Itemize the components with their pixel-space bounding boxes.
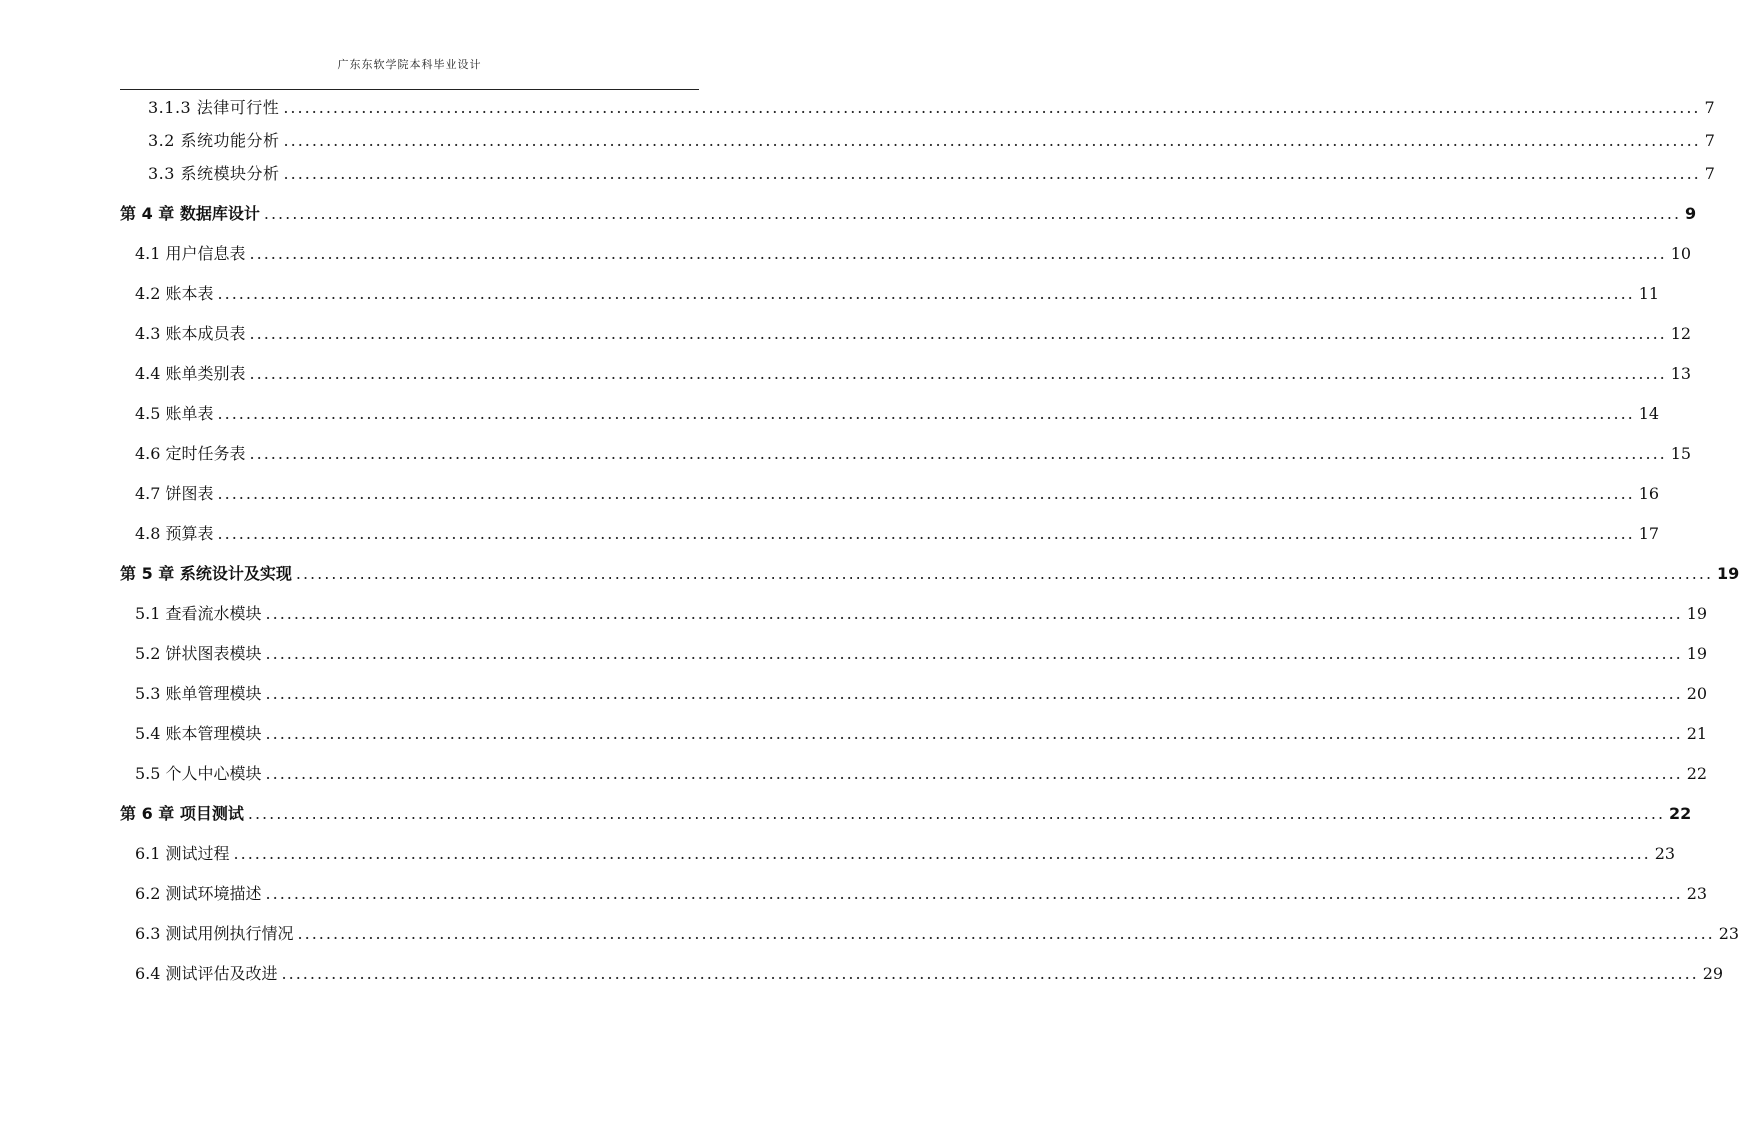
toc-entry[interactable]: [135, 723, 1708, 745]
toc-entry-label: 4.6 定时任务表: [135, 444, 246, 463]
toc-page-number: 11: [1638, 284, 1660, 303]
dot-leader: ........................................................................................................................................................................................................: [249, 364, 1667, 383]
toc-page-number: 19: [1686, 644, 1708, 663]
toc-page-number: 29: [1702, 964, 1724, 983]
toc-entry-label: 6.4 测试评估及改进: [135, 964, 278, 983]
toc-entry-label: 4.7 饼图表: [135, 484, 214, 503]
dot-leader: ........................................................................................................................................................................................................: [217, 404, 1635, 423]
toc-page-number: 23: [1718, 924, 1739, 943]
toc-page-number: 16: [1638, 484, 1660, 503]
toc-entry[interactable]: [135, 363, 1692, 385]
dot-leader: ........................................................................................................................................................................................................: [295, 564, 1714, 583]
dot-leader: ........................................................................................................................................................................................................: [265, 684, 1683, 703]
toc-entry-label: 第 6 章 项目测试: [120, 804, 244, 823]
toc-entry-label: 5.4 账本管理模块: [135, 724, 262, 743]
dot-leader: ........................................................................................................................................................................................................: [217, 484, 1635, 503]
toc-page-number: 22: [1669, 804, 1692, 823]
toc-entry[interactable]: [135, 403, 1660, 425]
toc-entry[interactable]: [135, 683, 1708, 705]
toc-entry[interactable]: [135, 443, 1692, 465]
toc-page-number: 10: [1670, 244, 1692, 263]
dot-leader: ........................................................................................................................................................................................................: [283, 164, 1701, 183]
dot-leader: ........................................................................................................................................................................................................: [265, 724, 1683, 743]
toc-page-number: 19: [1717, 564, 1739, 583]
dot-leader: ........................................................................................................................................................................................................: [283, 98, 1701, 117]
toc-page-number: 23: [1686, 884, 1708, 903]
dot-leader: ........................................................................................................................................................................................................: [265, 644, 1683, 663]
toc-entry[interactable]: [148, 97, 1715, 119]
dot-leader: ........................................................................................................................................................................................................: [265, 764, 1683, 783]
toc-page-number: 15: [1670, 444, 1692, 463]
toc-entry[interactable]: [135, 763, 1708, 785]
toc-entry[interactable]: [135, 523, 1660, 545]
toc-entry-label: 4.3 账本成员表: [135, 324, 246, 343]
toc-entry[interactable]: [135, 603, 1708, 625]
toc-page-number: 7: [1704, 98, 1715, 117]
dot-leader: ........................................................................................................................................................................................................: [249, 444, 1667, 463]
toc-entry-label: 3.1.3 法律可行性: [148, 98, 280, 117]
dot-leader: ........................................................................................................................................................................................................: [283, 131, 1701, 150]
toc-chapter[interactable]: [120, 803, 1692, 825]
toc-entry[interactable]: [135, 243, 1692, 265]
toc-entry-label: 5.5 个人中心模块: [135, 764, 262, 783]
toc-entry-label: 4.5 账单表: [135, 404, 214, 423]
toc-entry-label: 3.3 系统模块分析: [148, 164, 280, 183]
toc-entry-label: 第 4 章 数据库设计: [120, 204, 260, 223]
toc-page-number: 20: [1686, 684, 1708, 703]
toc-entry[interactable]: [135, 843, 1676, 865]
toc-entry-label: 3.2 系统功能分析: [148, 131, 280, 150]
toc-entry[interactable]: [135, 883, 1708, 905]
dot-leader: ........................................................................................................................................................................................................: [297, 924, 1715, 943]
toc-page-number: 23: [1654, 844, 1676, 863]
toc-page-number: 12: [1670, 324, 1692, 343]
toc-chapter[interactable]: [120, 203, 1697, 225]
toc-entry[interactable]: [135, 923, 1739, 945]
page-header: 广东东软学院本科毕业设计: [337, 58, 482, 71]
toc-page-number: 22: [1686, 764, 1708, 783]
toc-entry-label: 4.4 账单类别表: [135, 364, 246, 383]
toc-page-number: 21: [1686, 724, 1708, 743]
toc-page-number: 13: [1670, 364, 1692, 383]
dot-leader: ........................................................................................................................................................................................................: [249, 244, 1667, 263]
toc-entry-label: 第 5 章 系统设计及实现: [120, 564, 292, 583]
dot-leader: ........................................................................................................................................................................................................: [233, 844, 1651, 863]
toc-entry-label: 4.2 账本表: [135, 284, 214, 303]
toc-entry-label: 5.3 账单管理模块: [135, 684, 262, 703]
dot-leader: ........................................................................................................................................................................................................: [281, 964, 1699, 983]
toc-page-number: 9: [1685, 204, 1697, 223]
toc-entry-label: 5.2 饼状图表模块: [135, 644, 262, 663]
toc-page-number: 7: [1704, 131, 1715, 150]
dot-leader: ........................................................................................................................................................................................................: [265, 604, 1683, 623]
toc-page-number: 19: [1686, 604, 1708, 623]
toc-entry[interactable]: [135, 283, 1660, 305]
toc-chapter[interactable]: [120, 563, 1739, 585]
toc-entry-label: 6.3 测试用例执行情况: [135, 924, 294, 943]
toc-entry-label: 4.8 预算表: [135, 524, 214, 543]
dot-leader: ........................................................................................................................................................................................................: [249, 324, 1667, 343]
dot-leader: ........................................................................................................................................................................................................: [217, 284, 1635, 303]
toc-entry[interactable]: [148, 163, 1715, 185]
toc-page-number: 14: [1638, 404, 1660, 423]
toc-entry[interactable]: [135, 643, 1708, 665]
dot-leader: ........................................................................................................................................................................................................: [265, 884, 1683, 903]
toc-entry-label: 6.1 测试过程: [135, 844, 230, 863]
dot-leader: ........................................................................................................................................................................................................: [247, 804, 1666, 823]
toc-entry[interactable]: [135, 963, 1724, 985]
toc-entry[interactable]: [148, 130, 1715, 152]
toc-entry-label: 4.1 用户信息表: [135, 244, 246, 263]
dot-leader: ........................................................................................................................................................................................................: [263, 204, 1682, 223]
toc-entry[interactable]: [135, 483, 1660, 505]
toc-page-number: 7: [1704, 164, 1715, 183]
dot-leader: ........................................................................................................................................................................................................: [217, 524, 1635, 543]
toc-entry[interactable]: [135, 323, 1692, 345]
toc-entry-label: 6.2 测试环境描述: [135, 884, 262, 903]
toc-entry-label: 5.1 查看流水模块: [135, 604, 262, 623]
toc-page-number: 17: [1638, 524, 1660, 543]
